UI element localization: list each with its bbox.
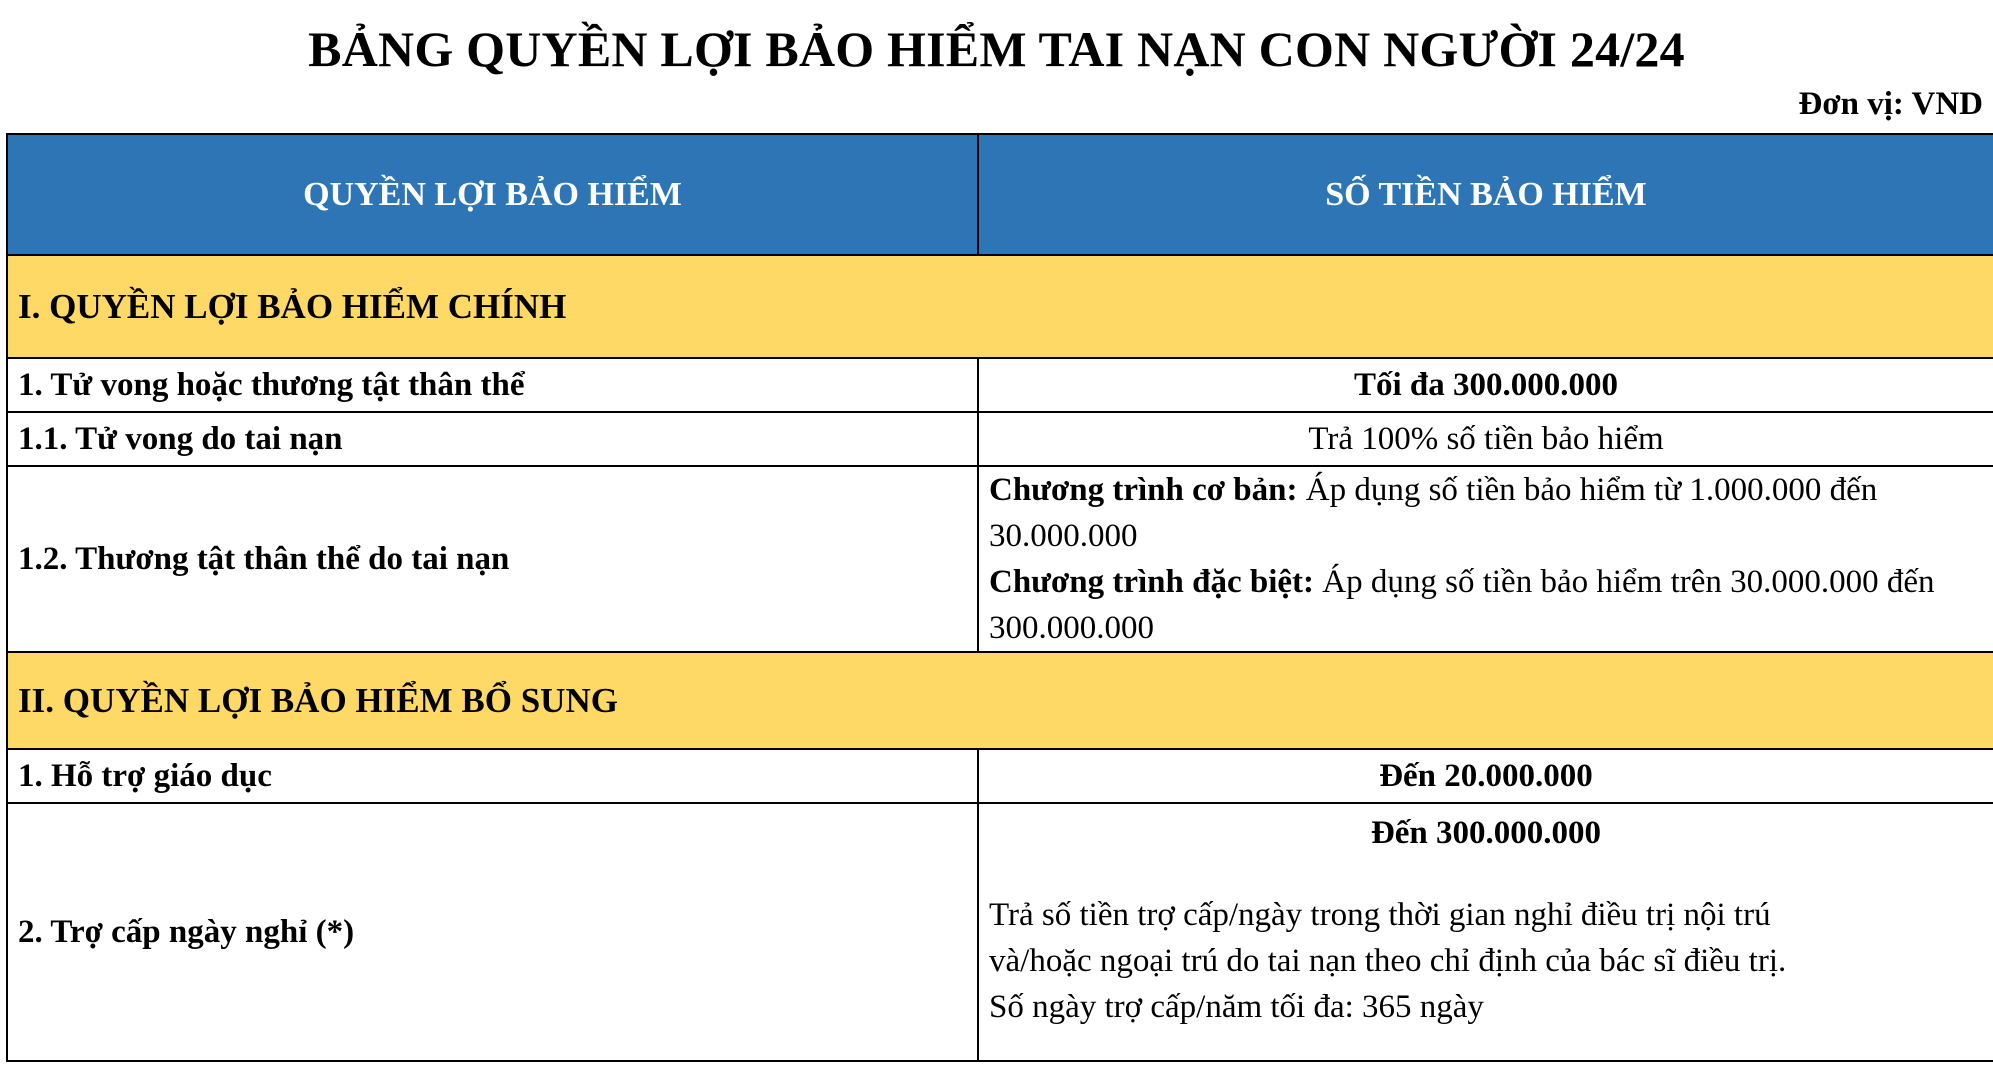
benefits-table [6,133,1993,1062]
special-program-label: Chương trình đặc biệt: [989,564,1315,600]
header-amount: SỐ TIỀN BẢO HIỂM [978,134,1993,255]
section-main-row [7,255,1993,358]
table-row [7,466,1993,652]
page-title: BẢNG QUYỀN LỢI BẢO HIỂM TAI NẠN CON NGƯỜI 24/24 [308,21,1685,77]
special-program-text [989,559,1983,651]
amount-cap: Đến 300.000.000 [1370,815,1602,851]
table-row [7,803,1993,1061]
special-program-desc: Áp dụng số tiền bảo hiểm trên 30.000.000 đến 300.000.000 [989,564,1935,646]
amount-cell [978,803,1993,1061]
benefit-cell: 1.1. Tử vong do tai nạn [7,412,978,466]
benefit-cell: 1. Tử vong hoặc thương tật thân thể [7,358,978,412]
unit-label: Đơn vị: VND [1798,86,1983,122]
benefit-cell: 2. Trợ cấp ngày nghỉ (*) [7,803,978,1061]
section-supplement-title: II. QUYỀN LỢI BẢO HIỂM BỔ SUNG [7,652,1993,749]
amount-cell: Đến 20.000.000 [978,749,1993,803]
table-row [7,412,1993,466]
amount-cell: Trả 100% số tiền bảo hiểm [978,412,1993,466]
header-benefit: QUYỀN LỢI BẢO HIỂM [7,134,978,255]
amount-cell [978,466,1993,652]
table-row [7,358,1993,412]
section-supplement-row [7,652,1993,749]
table-row [7,749,1993,803]
basic-program-text [989,467,1983,559]
allowance-desc-line: Số ngày trợ cấp/năm tối đa: 365 ngày [989,989,1484,1025]
section-main-title: I. QUYỀN LỢI BẢO HIỂM CHÍNH [7,255,1993,358]
benefit-cell: 1. Hỗ trợ giáo dục [7,749,978,803]
allowance-desc-line: và/hoặc ngoại trú do tai nạn theo chỉ định của bác sĩ điều trị. [989,943,1787,979]
spacer [989,856,1983,892]
amount-cell: Tối đa 300.000.000 [978,358,1993,412]
basic-program-desc: Áp dụng số tiền bảo hiểm từ 1.000.000 đến 30.000.000 [989,472,1878,554]
table-header-row [7,134,1993,255]
basic-program-label: Chương trình cơ bản: [989,472,1298,508]
benefit-cell: 1.2. Thương tật thân thể do tai nạn [7,466,978,652]
allowance-desc-line: Trả số tiền trợ cấp/ngày trong thời gian nghỉ điều trị nội trú [989,897,1771,933]
